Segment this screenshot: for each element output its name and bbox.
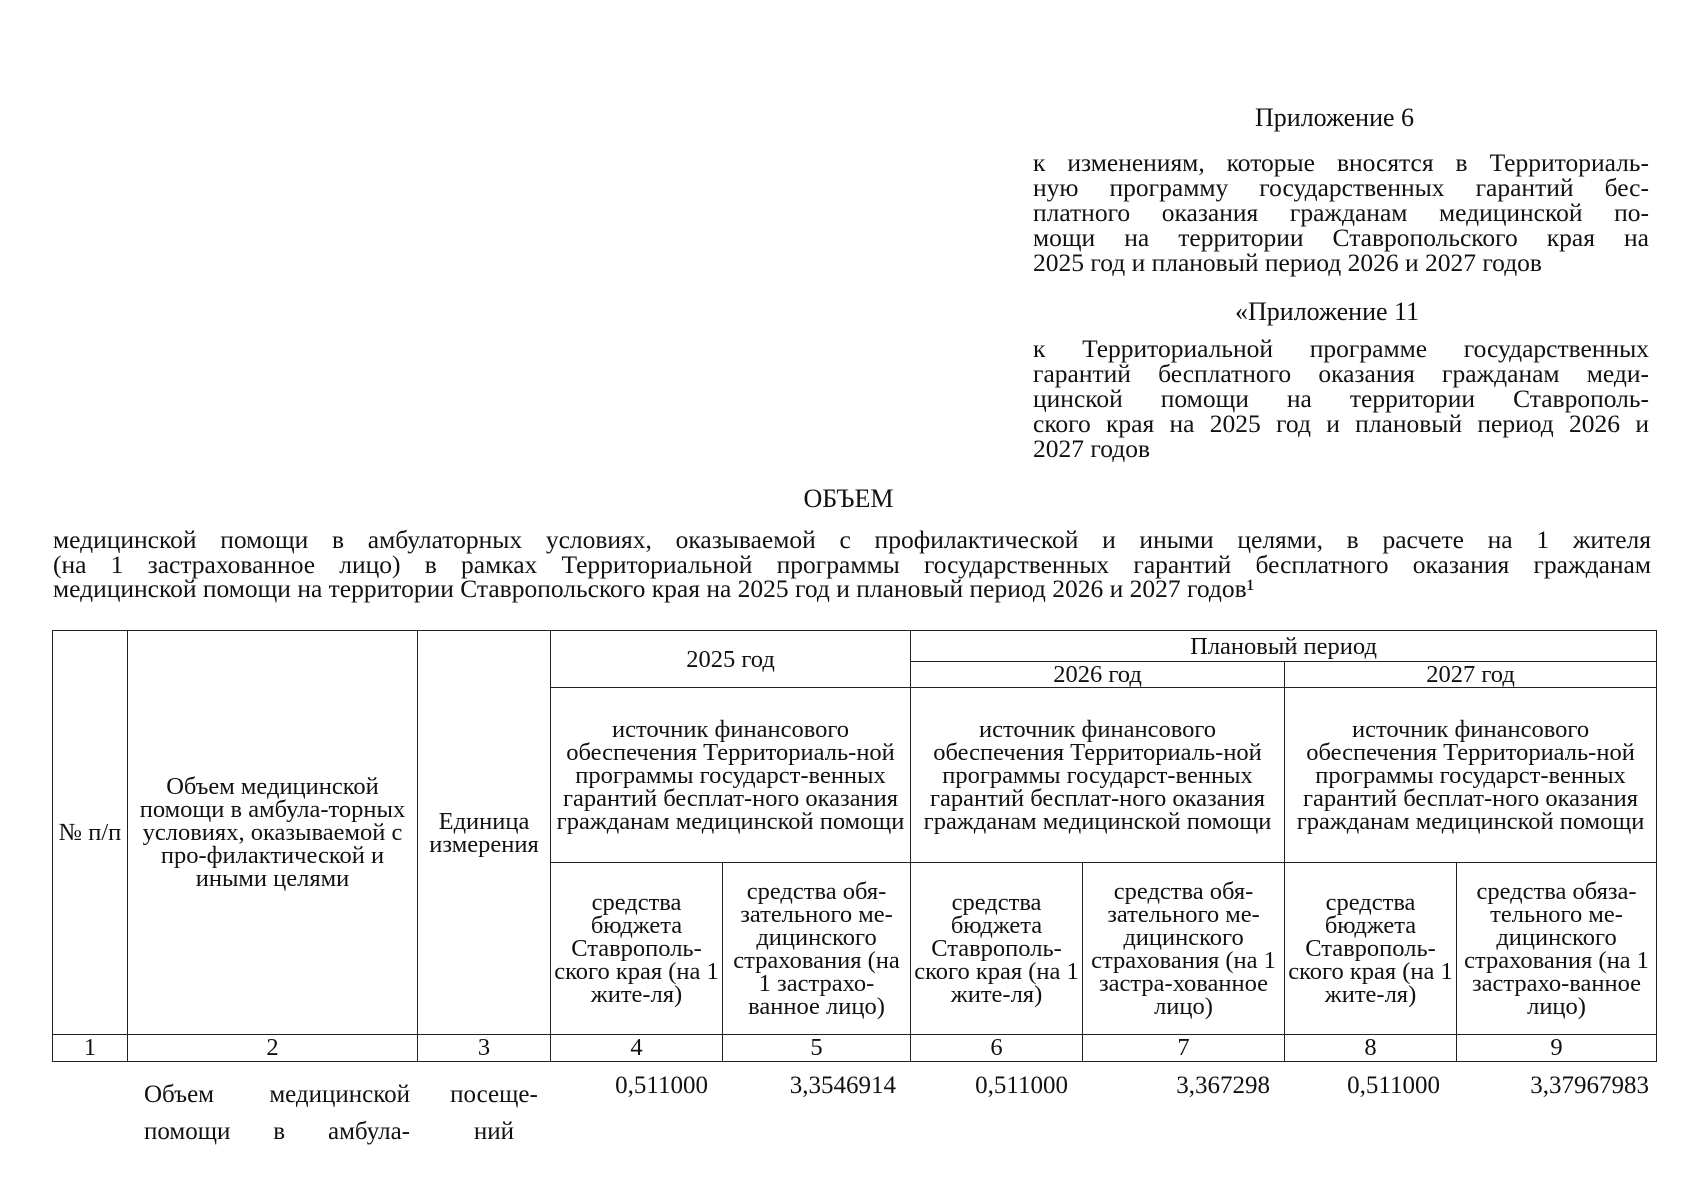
header-source-2026: источник финансового обеспечения Территориаль-ной программы государст-венных гарантий бесплат-ного оказания гражданам медицинской помощи	[911, 688, 1285, 863]
appendix-11-label: «Приложение 11	[1235, 297, 1420, 326]
text-line: к изменениям, которые вносятся в Территориаль-	[1033, 148, 1649, 177]
column-number: 7	[1083, 1035, 1285, 1062]
row-label	[144, 1076, 410, 1150]
header-oms-2026: средства обя-зательного ме-дицинского страхования (на 1 застра-хованное лицо)	[1083, 863, 1285, 1035]
value-oms-2026: 3,367298	[1176, 1072, 1270, 1099]
row-unit-line: ний	[473, 1118, 515, 1145]
column-number: 9	[1457, 1035, 1657, 1062]
header-col-unit: Единица измерения	[418, 631, 551, 1035]
header-source-2025: источник финансового обеспечения Территориаль-ной программы государст-венных гарантий бесплат-ного оказания гражданам медицинской помощи	[551, 688, 911, 863]
subtitle-line: (на 1 застрахованное лицо) в рамках Территориальной программы государственных гарантий бесплатного оказания гражданам	[53, 549, 1651, 579]
column-number: 2	[128, 1035, 418, 1062]
column-number: 4	[551, 1035, 723, 1062]
header-year-2026: 2026 год	[911, 662, 1285, 688]
column-numbers-row	[53, 1035, 1657, 1062]
text-line: 2025 год и плановый период 2026 и 2027 годов	[1033, 248, 1542, 277]
header-source-2027: источник финансового обеспечения Территориаль-ной программы государст-венных гарантий бесплат-ного оказания гражданам медицинской помощи	[1285, 688, 1657, 863]
subtitle-line: медицинской помощи на территории Ставропольского края на 2025 год и плановый период 2026 и 2027 годов¹	[53, 574, 1255, 603]
text-line: 2027 годов	[1033, 434, 1150, 463]
header-year-2027: 2027 год	[1285, 662, 1657, 688]
text-line: ную программу государственных гарантий бес-	[1033, 173, 1649, 202]
appendix-6-description	[1033, 150, 1649, 275]
header-year-2025: 2025 год	[551, 631, 911, 688]
text-line: гарантий бесплатного оказания гражданам меди-	[1033, 359, 1649, 388]
text-line: ского края на 2025 год и плановый период 2026 и	[1033, 409, 1649, 438]
appendix-6-label: Приложение 6	[1255, 103, 1415, 132]
column-number: 5	[723, 1035, 911, 1062]
appendix-11-description	[1033, 336, 1649, 461]
header-budget-2025: средства бюджета Ставрополь-ского края (на 1 жите-ля)	[551, 863, 723, 1035]
subtitle-line: медицинской помощи в амбулаторных условиях, оказываемой с профилактической и иными целями, в расчете на 1 жителя	[53, 525, 1651, 554]
header-col-number: № п/п	[53, 631, 128, 1035]
row-unit-line: посеще-	[450, 1081, 538, 1108]
volume-table	[52, 630, 1657, 1062]
value-oms-2025: 3,3546914	[789, 1072, 896, 1099]
text-line: цинской помощи на территории Ставрополь-	[1033, 384, 1649, 413]
header-budget-2026: средства бюджета Ставрополь-ского края (на 1 жите-ля)	[911, 863, 1083, 1035]
row-label-line: Объем медицинской	[144, 1081, 410, 1108]
row-label-line: помощи в амбула-	[144, 1118, 410, 1145]
column-number: 1	[53, 1035, 128, 1062]
header-planned-period: Плановый период	[911, 631, 1657, 662]
text-line: мощи на территории Ставропольского края на	[1033, 223, 1649, 252]
text-line: платного оказания гражданам медицинской по-	[1033, 198, 1649, 227]
document-title: ОБЪЕМ	[803, 484, 894, 513]
value-budget-2026: 0,511000	[975, 1072, 1068, 1099]
text-line: к Территориальной программе государственных	[1033, 334, 1649, 363]
column-number: 8	[1285, 1035, 1457, 1062]
header-budget-2027: средства бюджета Ставрополь-ского края (на 1 жите-ля)	[1285, 863, 1457, 1035]
value-budget-2027: 0,511000	[1347, 1072, 1440, 1099]
value-budget-2025: 0,511000	[615, 1072, 708, 1099]
document-subtitle	[53, 525, 1651, 603]
header-oms-2025: средства обя-зательного ме-дицинского страхования (на 1 застрахо-ванное лицо)	[723, 863, 911, 1035]
column-number: 6	[911, 1035, 1083, 1062]
row-unit	[434, 1076, 554, 1150]
header-oms-2027: средства обяза-тельного ме-дицинского страхования (на 1 застрахо-ванное лицо)	[1457, 863, 1657, 1035]
value-oms-2027: 3,37967983	[1530, 1072, 1649, 1099]
column-number: 3	[418, 1035, 551, 1062]
header-col-volume: Объем медицинской помощи в амбула-торных условиях, оказываемой с про-филактической и иными целями	[128, 631, 418, 1035]
